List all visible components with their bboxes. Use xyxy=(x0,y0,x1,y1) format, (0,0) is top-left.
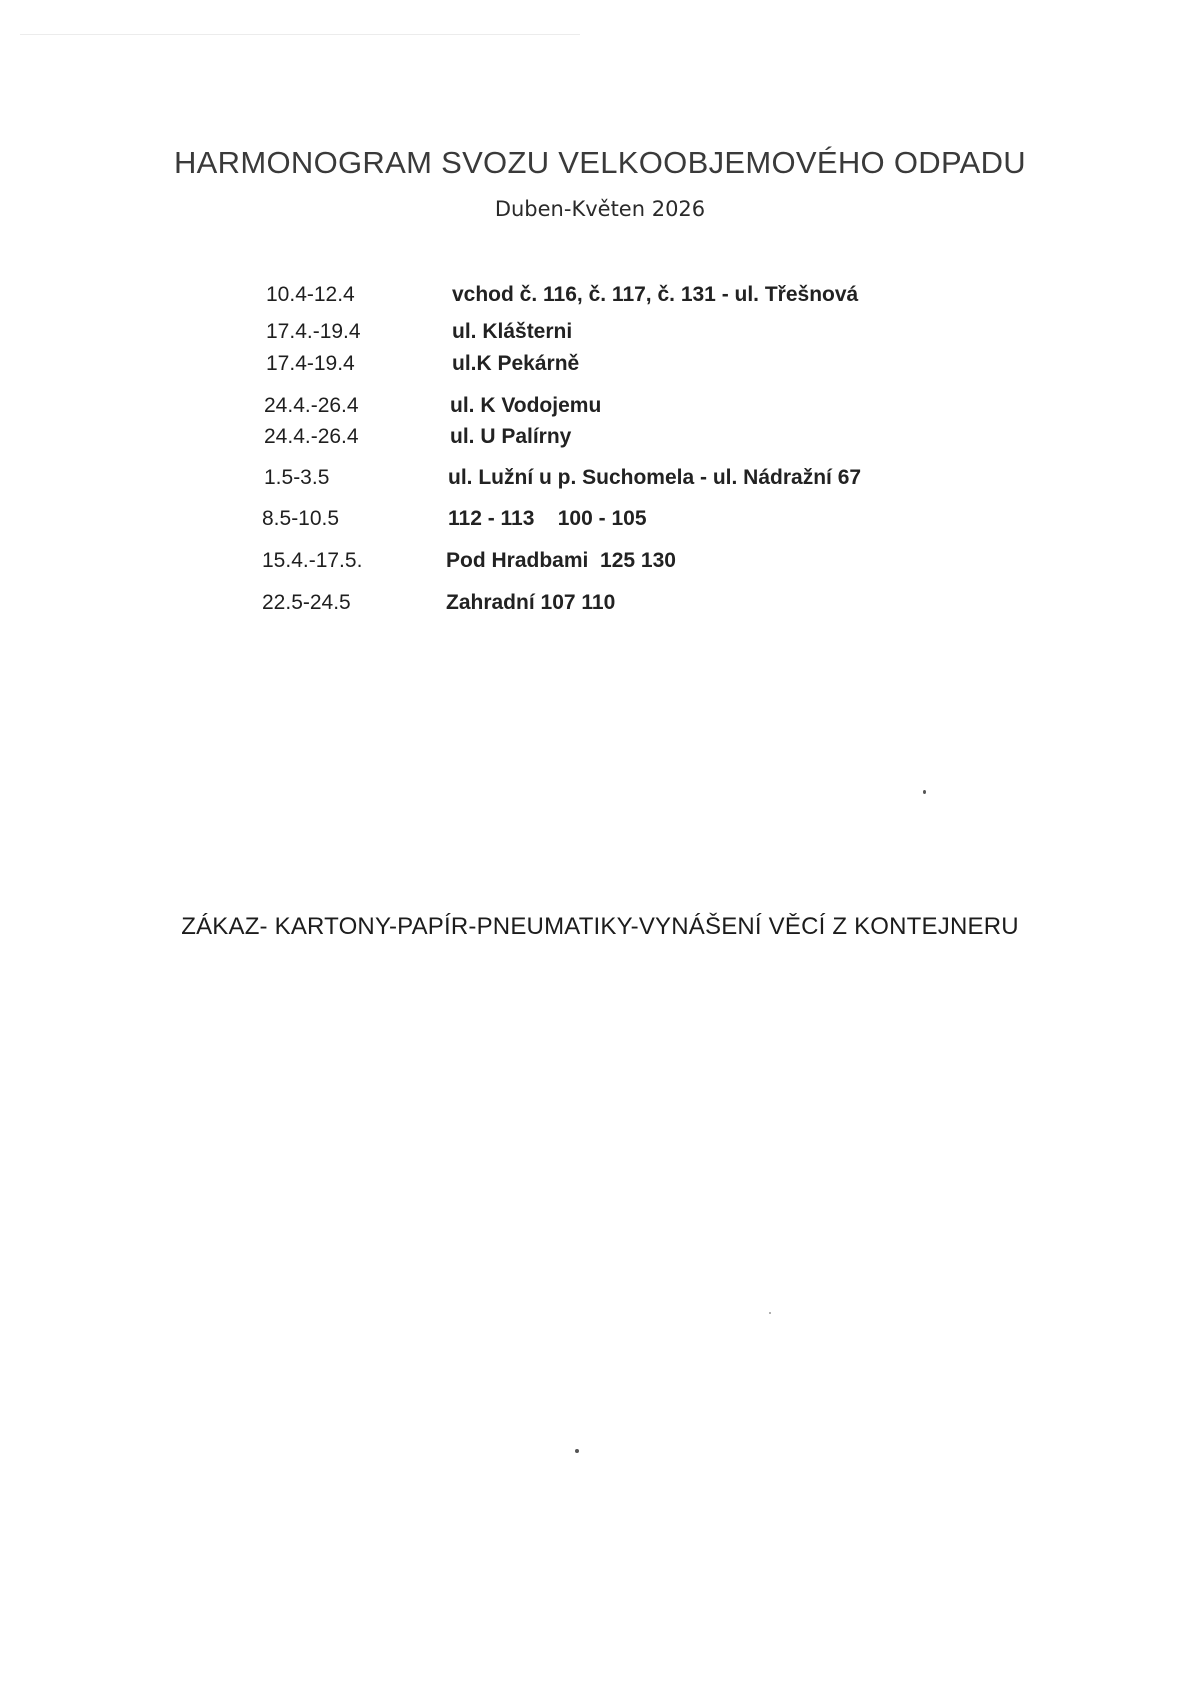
scan-speck xyxy=(575,1449,579,1453)
schedule-place: ul. Lužní u p. Suchomela - ul. Nádražní 67 xyxy=(448,466,862,489)
schedule-place: ul. Klášterni xyxy=(452,320,573,343)
schedule-row xyxy=(0,283,1200,313)
schedule-date: 17.4-19.4 xyxy=(266,352,355,375)
schedule-place: 112 - 113 100 - 105 xyxy=(448,507,647,530)
schedule-place: ul. K Vodojemu xyxy=(450,394,602,417)
schedule-place: ul.K Pekárně xyxy=(452,352,580,375)
schedule-row xyxy=(0,549,1200,579)
document-title: HARMONOGRAM SVOZU VELKOOBJEMOVÉHO ODPADU xyxy=(174,145,1026,180)
schedule-row xyxy=(0,466,1200,496)
schedule-row xyxy=(0,425,1200,455)
schedule-date: 22.5-24.5 xyxy=(262,591,351,614)
scan-speck xyxy=(769,1312,771,1314)
schedule-place: vchod č. 116, č. 117, č. 131 - ul. Třešnová xyxy=(452,283,859,306)
schedule-row xyxy=(0,320,1200,350)
schedule-place: ul. U Palírny xyxy=(450,425,572,448)
schedule-row xyxy=(0,507,1200,537)
schedule-row xyxy=(0,352,1200,382)
schedule-row xyxy=(0,591,1200,621)
prohibition-notice: ZÁKAZ- KARTONY-PAPÍR-PNEUMATIKY-VYNÁŠENÍ VĚCÍ Z KONTEJNERU xyxy=(181,913,1019,940)
schedule-date: 10.4-12.4 xyxy=(266,283,355,306)
schedule-place: Pod Hradbami 125 130 xyxy=(446,549,676,572)
schedule-date: 24.4.-26.4 xyxy=(264,425,359,448)
schedule-date: 1.5-3.5 xyxy=(264,466,330,489)
schedule-row xyxy=(0,394,1200,424)
schedule-place: Zahradní 107 110 xyxy=(446,591,616,614)
schedule-date: 15.4.-17.5. xyxy=(262,549,363,572)
scan-speck xyxy=(923,790,926,794)
schedule-date: 24.4.-26.4 xyxy=(264,394,359,417)
document-subtitle: Duben-Květen 2026 xyxy=(494,197,706,221)
schedule-date: 8.5-10.5 xyxy=(262,507,340,530)
schedule-list xyxy=(0,0,1200,700)
schedule-date: 17.4.-19.4 xyxy=(266,320,361,343)
